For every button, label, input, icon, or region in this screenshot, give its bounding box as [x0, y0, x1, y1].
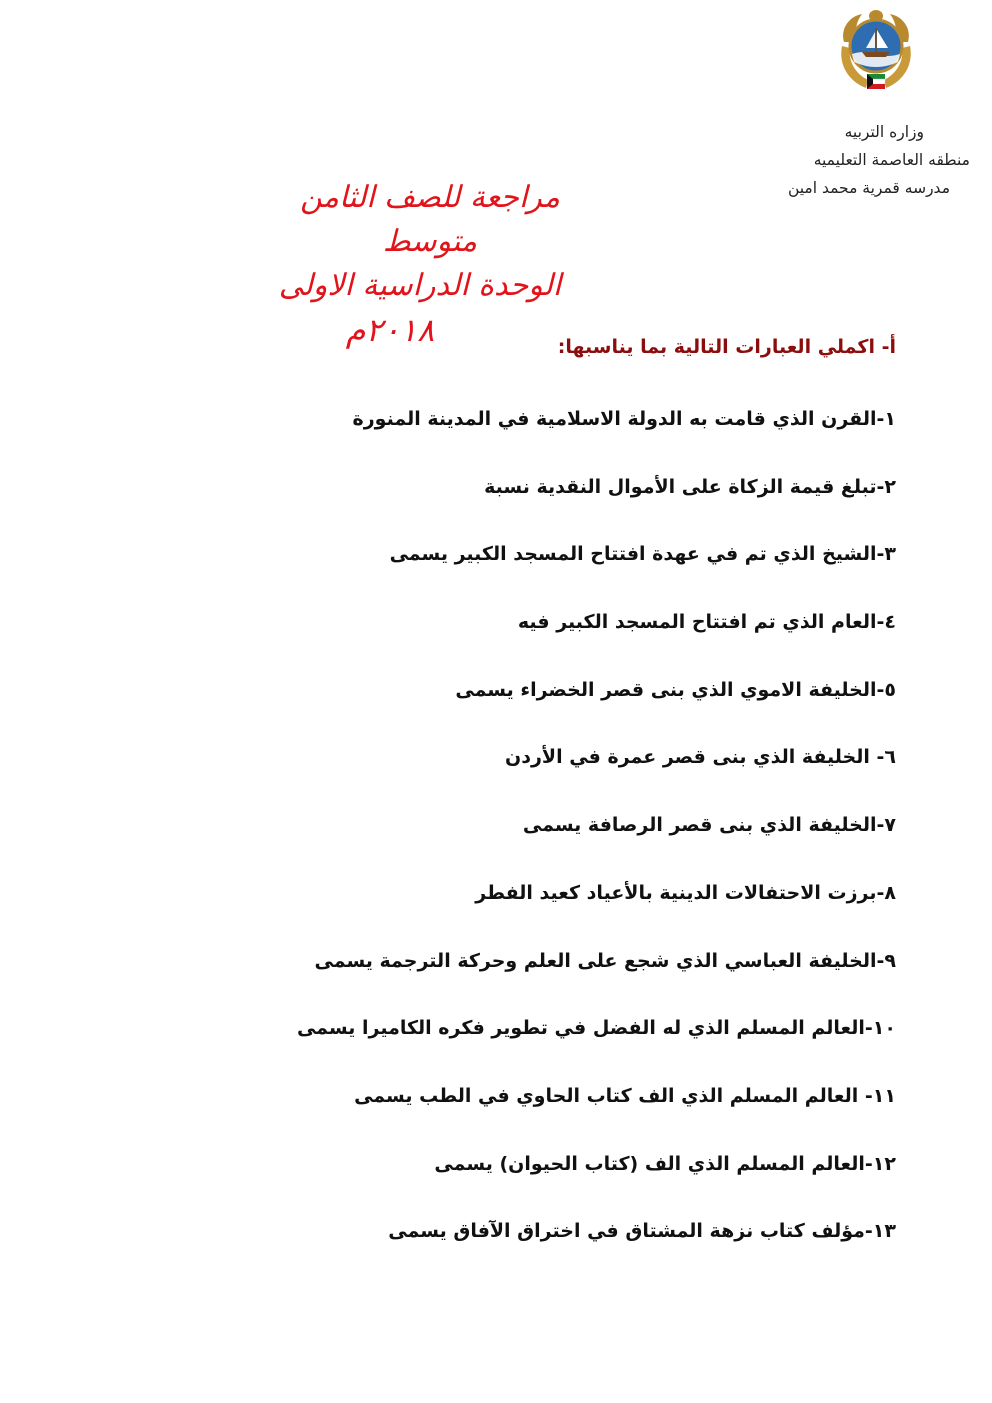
kuwait-emblem-icon — [836, 6, 916, 98]
section-heading: أ- اكملي العبارات التالية بما يناسبها: — [557, 336, 896, 358]
document-title — [220, 176, 600, 352]
question-item: ٩-الخليفة العباسي الذي شجع على العلم وحركة الترجمة يسمى — [314, 949, 896, 972]
question-item: ٧-الخليفة الذي بنى قصر الرصافة يسمى — [522, 814, 896, 837]
question-item: ١٢-العالم المسلم الذي الف (كتاب الحيوان) يسمى — [434, 1152, 896, 1175]
education-district: منطقه العاصمة التعليميه — [813, 151, 970, 169]
question-item: ١٠-العالم المسلم الذي له الفضل في تطوير فكره الكاميرا يسمى — [296, 1017, 896, 1040]
title-line-grade: مراجعة للصف الثامن متوسط — [300, 180, 560, 259]
title-line-year: ٢٠١٨م — [345, 311, 435, 349]
question-item: ١-القرن الذي قامت به الدولة الاسلامية في المدينة المنورة — [352, 408, 896, 430]
question-item: ٢-تبلغ قيمة الزكاة على الأموال النقدية نسبة — [484, 475, 896, 498]
question-item: ٤-العام الذي تم افتتاح المسجد الكبير فيه — [517, 611, 896, 634]
school-name: مدرسه قمرية محمد امين — [787, 179, 950, 197]
title-line-unit: الوحدة الدراسية الاولى — [278, 268, 562, 303]
question-item: ١٣-مؤلف كتاب نزهة المشتاق في اختراق الآفاق يسمى — [388, 1220, 896, 1243]
question-item: ١١- العالم المسلم الذي الف كتاب الحاوي في الطب يسمى — [354, 1084, 896, 1107]
question-item: ٥-الخليفة الاموي الذي بنى قصر الخضراء يسمى — [455, 678, 896, 701]
question-list — [96, 404, 896, 1284]
ministry-header — [670, 118, 970, 202]
ministry-name: وزاره التربيه — [844, 123, 924, 141]
question-item: ٣-الشيخ الذي تم في عهدة افتتاح المسجد الكبير يسمى — [389, 543, 896, 566]
question-item: ٨-برزت الاحتفالات الدينية بالأعياد كعيد الفطر — [475, 881, 896, 904]
question-item: ٦- الخليفة الذي بنى قصر عمرة في الأردن — [505, 746, 896, 769]
